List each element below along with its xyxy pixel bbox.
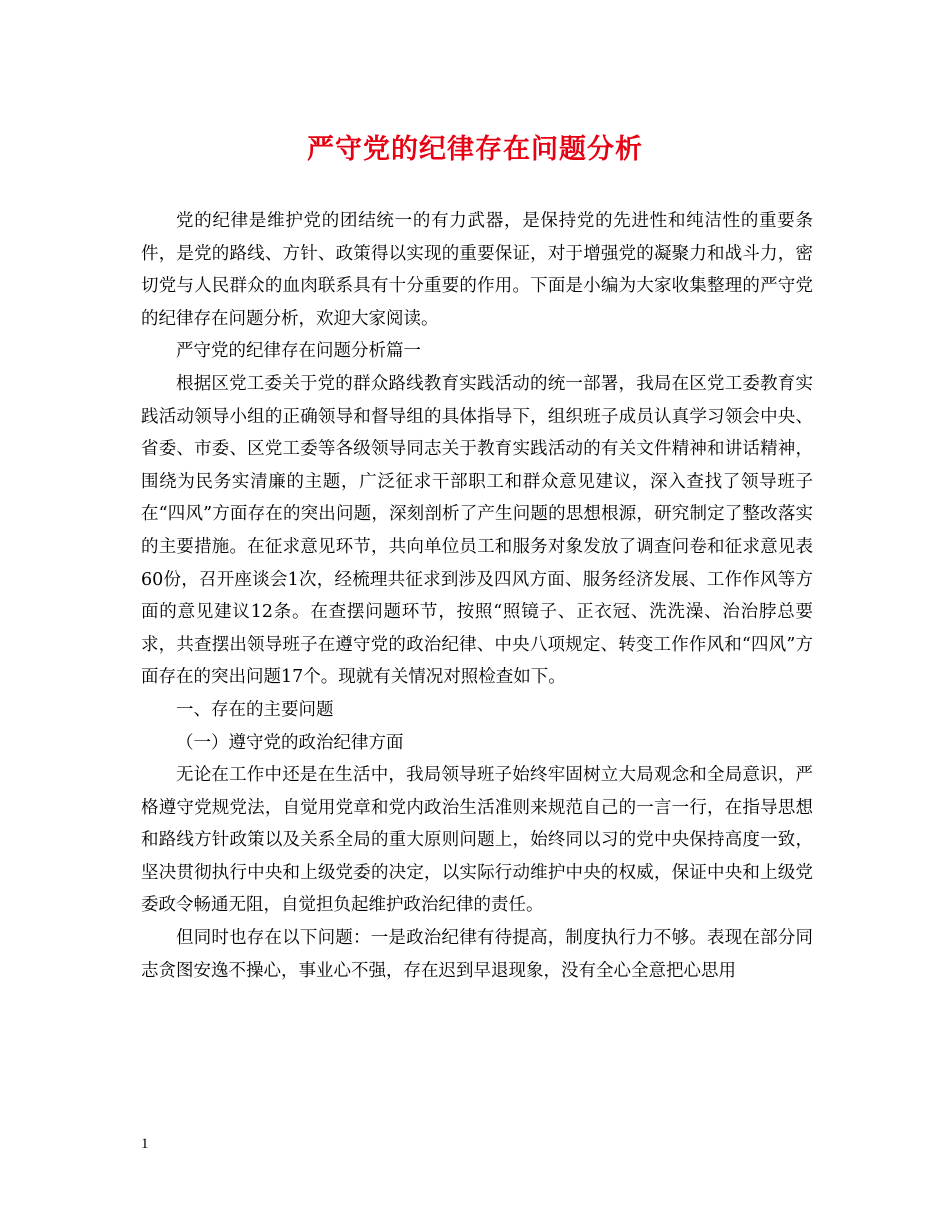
political-discipline-paragraph: 无论在工作中还是在生活中，我局领导班子始终牢固树立大局观念和全局意识，严格遵守党规党法，自觉用党章和党内政治生活准则来规范自己的一言一行，在指导思想和路线方针政策以及关系全局的重大原则问题上，始终同以习的党中央保持高度一致，坚决贯彻执行中央和上级党委的决定，以实际行动维护中央的权威，保证中央和上级党委政令畅通无阻，自觉担负起维护政治纪律的责任。 (141, 765, 813, 916)
background-paragraph: 根据区党工委关于党的群众路线教育实践活动的统一部署，我局在区党工委教育实践活动领导小组的正确领导和督导组的具体指导下，组织班子成员认真学习领会中央、省委、市委、区党工委等各级领导同志关于教育实践活动的有关文件精神和讲话精神，围绕为民务实清廉的主题，广泛征求干部职工和群众意见建议，深入查找了领导班子在“四风”方面存在的突出问题，深刻剖析了产生问题的思想根源，研究制定了整改落实的主要措施。在征求意见环节，共向单位员工和服务对象发放了调查问卷和征求意见表60份，召开座谈会1次，经梳理共征求到涉及四风方面、服务经济发展、工作作风等方面的意见建议12条。在查摆问题环节，按照“照镜子、正衣冠、洗洗澡、治治脖总要求，共查摆出领导班子在遵守党的政治纪律、中央八项规定、转变工作作风和“四风”方面存在的突出问题17个。现就有关情况对照检查如下。 (141, 373, 813, 688)
intro-paragraph: 党的纪律是维护党的团结统一的有力武器，是保持党的先进性和纯洁性的重要条件，是党的路线、方针、政策得以实现的重要保证，对于增强党的凝聚力和战斗力，密切党与人民群众的血肉联系具有十分重要的作用。下面是小编为大家收集整理的严守党的纪律存在问题分析，欢迎大家阅读。 (141, 211, 813, 329)
section-heading-part-one: 严守党的纪律存在问题分析篇一 (176, 341, 421, 362)
section-heading-main-problems: 一、存在的主要问题 (176, 699, 334, 720)
subsection-heading-political-discipline: （一）遵守党的政治纪律方面 (176, 732, 404, 753)
page-number: 1 (141, 1136, 149, 1152)
document-title: 严守党的纪律存在问题分析 (307, 134, 643, 165)
problems-paragraph: 但同时也存在以下问题：一是政治纪律有待提高，制度执行力不够。表现在部分同志贪图安逸不操心，事业心不强，存在迟到早退现象，没有全心全意把心思用 (141, 928, 813, 981)
document-body (141, 205, 813, 987)
